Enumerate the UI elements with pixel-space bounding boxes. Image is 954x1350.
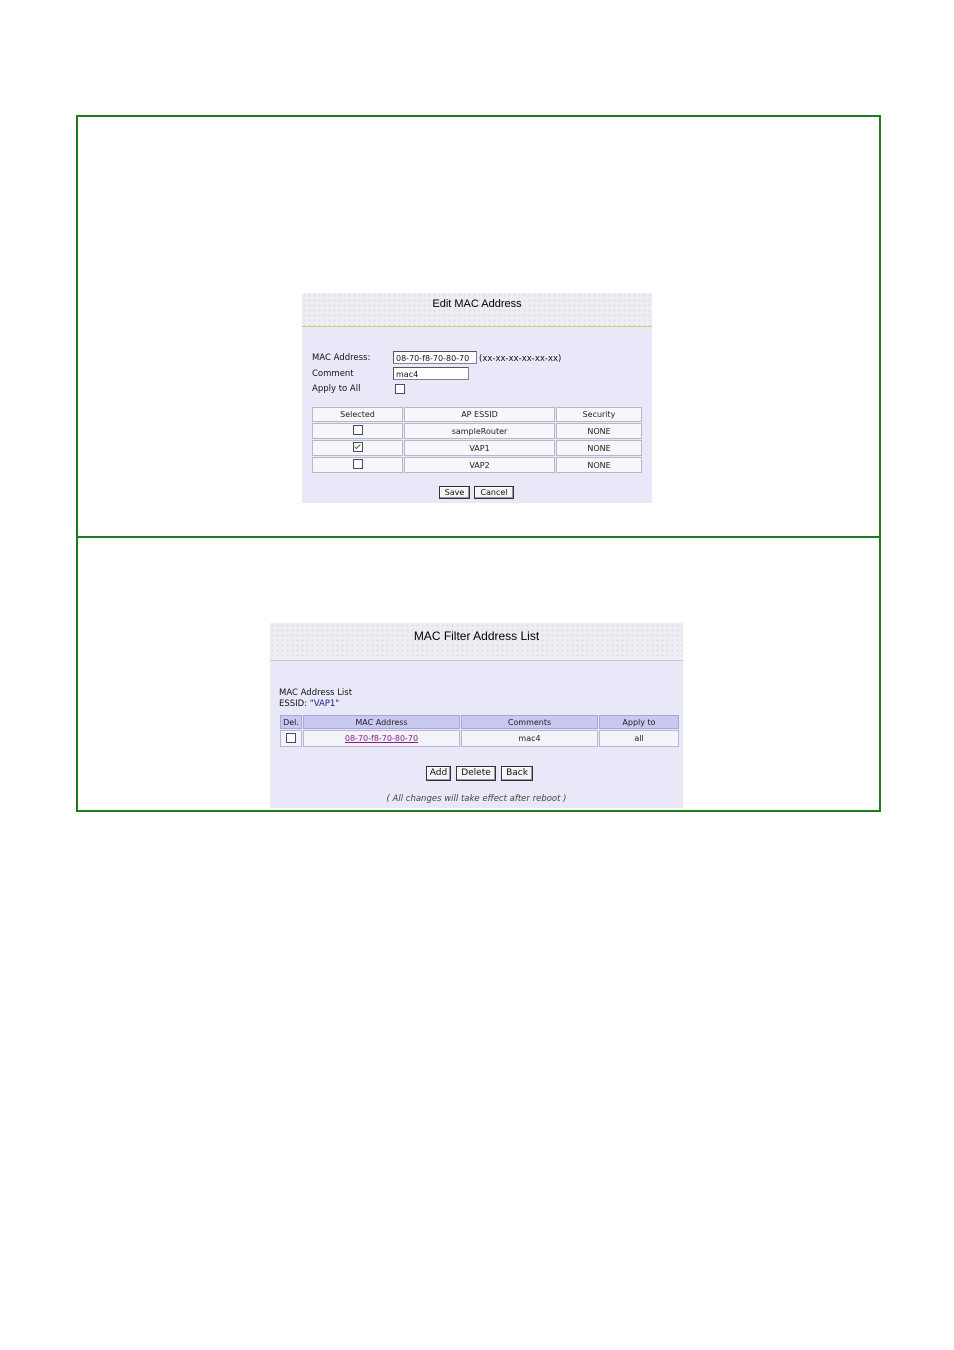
mac-address-link[interactable]: 08-70-f8-70-80-70 bbox=[344, 734, 419, 743]
select-cell bbox=[312, 423, 403, 439]
delete-checkbox[interactable] bbox=[286, 733, 296, 743]
mac-filter-header bbox=[270, 623, 683, 660]
mac-cell bbox=[303, 730, 460, 747]
back-button[interactable]: Back bbox=[501, 766, 533, 781]
col-del: Del. bbox=[280, 715, 302, 729]
select-cell bbox=[312, 440, 403, 456]
essid-label bbox=[279, 699, 339, 709]
essid-cell: VAP1 bbox=[404, 440, 555, 456]
header-rule bbox=[302, 326, 652, 327]
comment-label: Comment bbox=[312, 369, 354, 379]
comment-input[interactable]: mac4 bbox=[393, 367, 469, 380]
reboot-note: ( All changes will take effect after reboot ) bbox=[386, 794, 567, 804]
select-cell bbox=[312, 457, 403, 473]
mac-format-hint: (xx-xx-xx-xx-xx-xx) bbox=[479, 354, 562, 364]
col-ap-essid: AP ESSID bbox=[404, 407, 555, 422]
apply-to-cell: all bbox=[599, 730, 679, 747]
table-row bbox=[312, 423, 642, 439]
essid-table-header bbox=[312, 407, 642, 422]
delete-button[interactable]: Delete bbox=[456, 766, 496, 781]
table-row bbox=[280, 730, 679, 747]
security-cell: NONE bbox=[556, 457, 642, 473]
cancel-button[interactable]: Cancel bbox=[474, 486, 514, 499]
table-row bbox=[312, 457, 642, 473]
mac-filter-title: MAC Filter Address List bbox=[413, 629, 540, 643]
col-comments: Comments bbox=[461, 715, 598, 729]
essid-cell: VAP2 bbox=[404, 457, 555, 473]
edit-mac-panel bbox=[302, 293, 652, 503]
add-button[interactable]: Add bbox=[426, 766, 451, 781]
del-cell bbox=[280, 730, 302, 747]
select-checkbox-vap2[interactable] bbox=[353, 459, 363, 469]
frame-divider bbox=[78, 536, 879, 538]
col-security: Security bbox=[556, 407, 642, 422]
mac-filter-table-header bbox=[280, 715, 679, 729]
edit-mac-title: Edit MAC Address bbox=[432, 298, 522, 310]
mac-filter-table bbox=[279, 714, 680, 748]
security-cell: NONE bbox=[556, 423, 642, 439]
essid-cell: sampleRouter bbox=[404, 423, 555, 439]
security-cell: NONE bbox=[556, 440, 642, 456]
mac-address-list-label: MAC Address List bbox=[279, 688, 353, 698]
mac-address-input[interactable]: 08-70-f8-70-80-70 bbox=[393, 351, 477, 364]
table-row bbox=[312, 440, 642, 456]
edit-mac-header bbox=[302, 293, 652, 326]
essid-table bbox=[311, 406, 643, 474]
col-apply-to: Apply to bbox=[599, 715, 679, 729]
header-rule bbox=[270, 660, 683, 661]
mac-filter-panel bbox=[270, 623, 683, 808]
mac-address-label: MAC Address: bbox=[312, 353, 371, 363]
essid-value: "VAP1" bbox=[309, 699, 340, 709]
essid-label-text: ESSID: bbox=[279, 699, 308, 709]
col-selected: Selected bbox=[312, 407, 403, 422]
col-mac-address: MAC Address bbox=[303, 715, 460, 729]
comment-cell: mac4 bbox=[461, 730, 598, 747]
save-button[interactable]: Save bbox=[439, 486, 470, 499]
select-checkbox-samplerouter[interactable] bbox=[353, 425, 363, 435]
apply-to-all-checkbox[interactable] bbox=[395, 384, 405, 394]
apply-to-all-label: Apply to All bbox=[312, 384, 361, 394]
select-checkbox-vap1[interactable] bbox=[353, 442, 363, 452]
